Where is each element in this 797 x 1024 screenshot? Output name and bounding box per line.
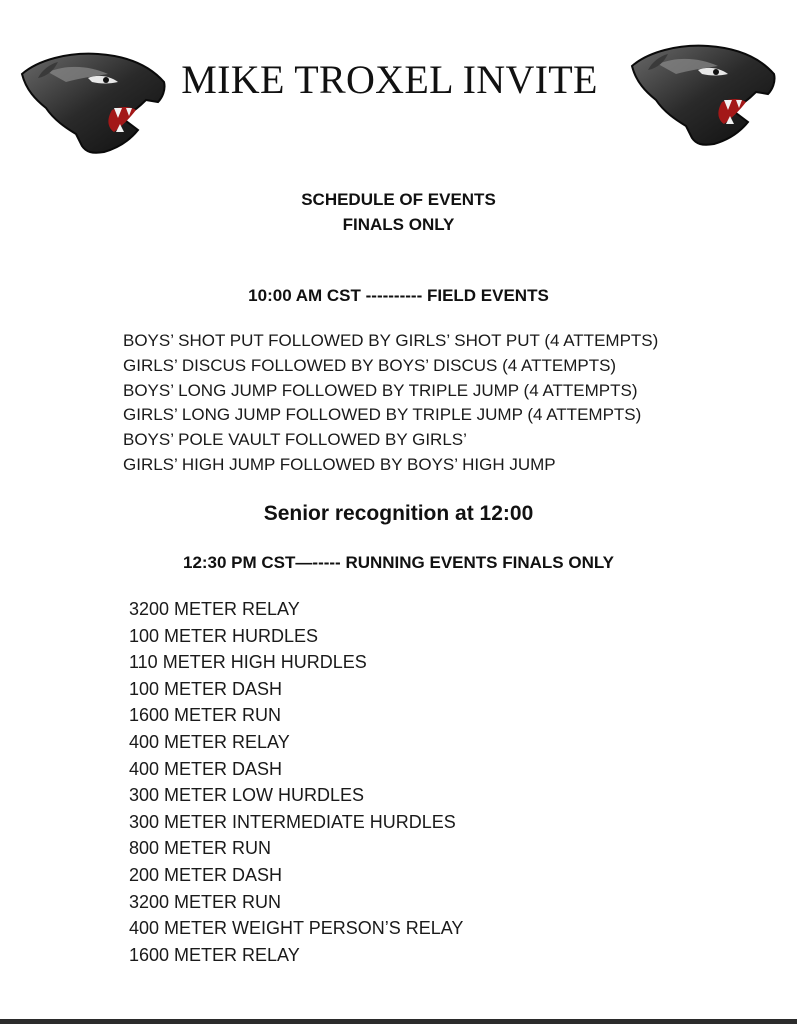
list-item: 300 METER INTERMEDIATE HURDLES [129,811,456,832]
list-item: BOYS’ POLE VAULT FOLLOWED BY GIRLS’ [123,430,467,450]
list-item: 400 METER RELAY [129,731,290,752]
running-events-header: 12:30 PM CST—----- RUNNING EVENTS FINALS ONLY [182,553,615,572]
senior-recognition: Senior recognition at 12:00 [263,502,534,525]
list-item: 400 METER DASH [129,758,283,779]
list-item: 400 METER WEIGHT PERSON’S RELAY [129,918,464,939]
list-item: 1600 METER RELAY [129,944,300,965]
list-item: 3200 METER RELAY [129,599,300,619]
finals-only-subheading: FINALS ONLY [342,215,455,234]
bottom-divider [0,1019,797,1024]
list-item: BOYS’ SHOT PUT FOLLOWED BY GIRLS’ SHOT PUT (4 ATTEMPTS) [123,331,659,350]
list-item: GIRLS’ HIGH JUMP FOLLOWED BY BOYS’ HIGH JUMP [123,454,556,474]
list-item: 800 METER RUN [129,838,272,859]
field-events-header: 10:00 AM CST ---------- FIELD EVENTS [248,286,549,305]
list-item: 110 METER HIGH HURDLES [129,652,367,673]
running-events-list [129,596,463,968]
list-item: 1600 METER RUN [129,705,282,726]
list-item: 100 METER DASH [129,678,283,699]
list-item: BOYS’ LONG JUMP FOLLOWED BY TRIPLE JUMP (4 ATTEMPTS) [123,380,638,400]
list-item: GIRLS’ DISCUS FOLLOWED BY BOYS’ DISCUS (4 ATTEMPTS) [123,355,617,375]
list-item: GIRLS’ LONG JUMP FOLLOWED BY TRIPLE JUMP (4 ATTEMPTS) [123,405,642,425]
field-events-list [123,329,658,478]
list-item: 3200 METER RUN [129,891,282,912]
schedule-heading: SCHEDULE OF EVENTS [301,190,496,209]
list-item: 200 METER DASH [129,864,283,885]
list-item: 300 METER LOW HURDLES [129,785,365,806]
list-item: 100 METER HURDLES [129,625,319,646]
page-title: MIKE TROXEL INVITE [181,57,598,102]
